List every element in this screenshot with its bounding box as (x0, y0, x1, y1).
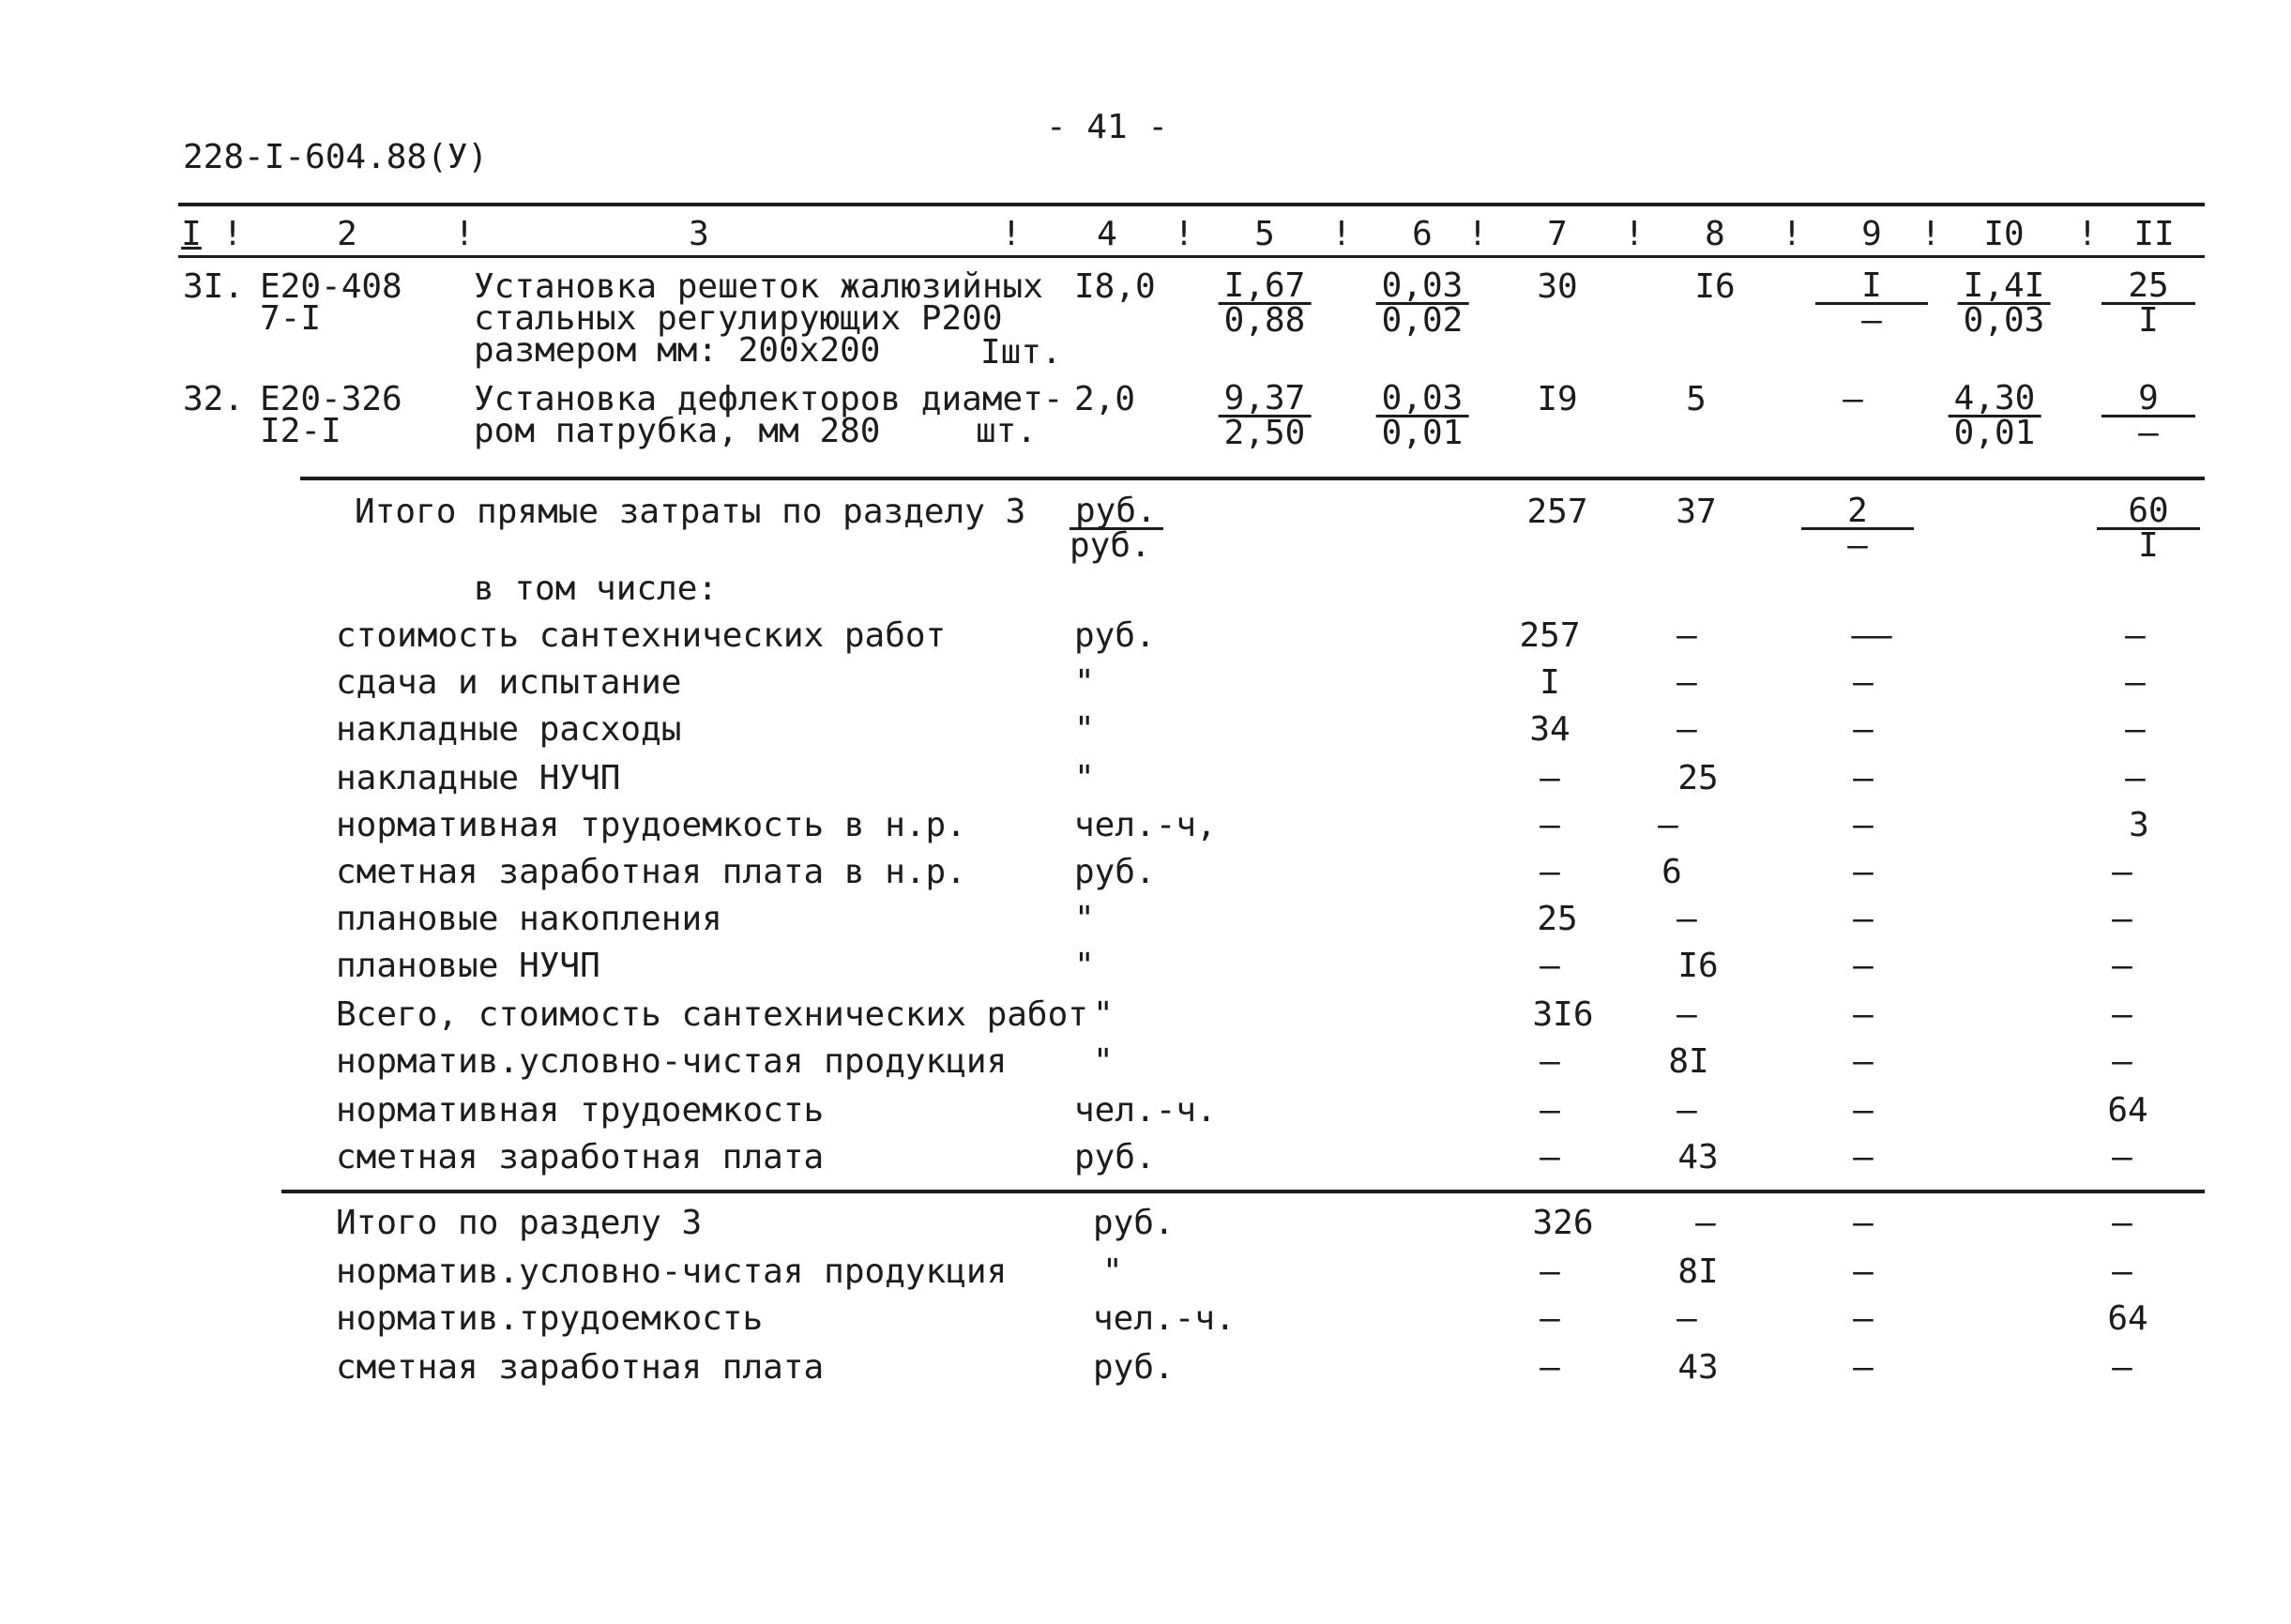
item-unit: " (1102, 1252, 1123, 1291)
page-number: - 41 - (1045, 108, 1169, 146)
col11-value: – (2125, 759, 2146, 797)
fraction-top: 2 (1801, 495, 1914, 530)
col-num-10: I0 (1983, 215, 2025, 253)
col-num-4: 4 (1097, 215, 1117, 253)
col8-value: 25 (1677, 759, 1719, 797)
col7-value: – (1540, 1299, 1560, 1338)
section-total-rule (281, 1190, 2205, 1193)
item-unit: " (1074, 759, 1095, 797)
col11-fraction (2097, 492, 2200, 565)
unit-of-measure: шт. (976, 412, 1038, 450)
fraction-bottom: – (2138, 414, 2159, 452)
fraction-top: 9,37 (1219, 383, 1312, 417)
col8-value: – (1658, 806, 1678, 844)
fraction-bottom: – (1847, 526, 1868, 565)
col9-value: – (1853, 1299, 1874, 1338)
col8-value: – (1677, 616, 1697, 655)
col7-value: – (1540, 853, 1560, 891)
col9-value: – (1853, 759, 1874, 797)
fraction-top: 25 (2101, 270, 2195, 305)
document-code: 228-I-604.88(У) (183, 138, 489, 176)
fraction-top: I,4I (1958, 270, 2051, 305)
item-unit: " (1093, 995, 1114, 1034)
col9-value: – (1853, 900, 1874, 938)
col7-value: I9 (1537, 380, 1578, 418)
col-sep: ! (222, 215, 243, 253)
item-label: сметная заработная плата (336, 1138, 825, 1176)
col8-value: 8I (1668, 1042, 1709, 1081)
header-bottom-rule (178, 255, 2205, 258)
col8-value: – (1677, 900, 1697, 938)
item-label: норматив.условно-чистая продукция (336, 1252, 1008, 1291)
col9-value: – (1853, 1348, 1874, 1387)
col-num-3: 3 (689, 215, 709, 253)
fraction-top: 60 (2097, 495, 2200, 530)
col-sep: ! (1624, 215, 1645, 253)
col7-value: 30 (1537, 267, 1578, 306)
work-description: Установка дефлекторов диамет- (474, 380, 1064, 418)
col8-value: 5 (1686, 380, 1707, 418)
quantity: I8,0 (1074, 267, 1156, 306)
col7-value: – (1540, 947, 1560, 985)
item-unit: " (1074, 900, 1095, 938)
item-label: сметная заработная плата в н.р. (336, 853, 966, 891)
col9-value: – (1853, 1042, 1874, 1081)
fraction-bottom: 0,01 (1381, 414, 1464, 452)
col9-value: –– (1851, 616, 1892, 655)
col7-value: 3I6 (1532, 995, 1594, 1034)
fraction-top: 0,03 (1376, 383, 1469, 417)
item-unit: руб. (1093, 1348, 1175, 1387)
col11-fraction (2101, 266, 2195, 340)
col8-value: – (1677, 1299, 1697, 1338)
item-unit: чел.-ч. (1093, 1299, 1236, 1338)
col9-value: – (1853, 806, 1874, 844)
rate-code: Е20-326 (260, 380, 402, 418)
including-label: в том числе: (474, 569, 719, 608)
item-label: накладные расходы (336, 710, 682, 749)
col-sep: ! (1467, 215, 1488, 253)
col6-fraction (1376, 266, 1469, 340)
col8-value: 6 (1661, 853, 1682, 891)
col11-value: 64 (2107, 1299, 2148, 1338)
col9-value: – (1853, 1252, 1874, 1291)
item-label: сметная заработная плата (336, 1348, 825, 1387)
col9-value: – (1843, 380, 1863, 418)
fraction-top: 9 (2101, 383, 2195, 417)
col5-fraction (1219, 379, 1312, 452)
col7-value: – (1540, 1042, 1560, 1081)
work-description: стальных регулирующих Р200 (474, 299, 1003, 338)
item-label: сдача и испытание (336, 663, 682, 702)
work-description: Установка решеток жалюзийных (474, 267, 1043, 306)
col11-value: – (2112, 1138, 2132, 1176)
item-unit: руб. (1074, 616, 1156, 655)
item-label: Всего, стоимость сантехнических работ (336, 995, 1088, 1034)
fraction-bottom: I (2138, 301, 2159, 340)
item-label: накладные НУЧП (336, 759, 621, 797)
col10-fraction (1949, 379, 2041, 452)
col-num-9: 9 (1861, 215, 1882, 253)
col9-value: – (1853, 1138, 1874, 1176)
col11-value: – (2125, 710, 2146, 749)
col9-fraction (1815, 266, 1928, 340)
col11-value: – (2112, 900, 2132, 938)
fraction-bottom: 0,01 (1953, 414, 2036, 452)
col11-value: – (2112, 995, 2132, 1034)
col8-value: 8I (1677, 1252, 1719, 1291)
col9-value: – (1853, 995, 1874, 1034)
item-unit: чел.-ч. (1074, 1091, 1217, 1130)
col11-value: – (2125, 663, 2146, 702)
row-number: 3I. (183, 267, 245, 306)
col8-value: – (1677, 1091, 1697, 1130)
col7-value: 326 (1532, 1204, 1594, 1242)
col8-value: 37 (1676, 493, 1717, 531)
col7-value: – (1540, 1138, 1560, 1176)
fraction-top: руб. (1070, 495, 1163, 530)
item-label: норматив.условно-чистая продукция (336, 1042, 1008, 1081)
item-unit: " (1074, 663, 1095, 702)
rate-code-sub: 7-I (260, 299, 322, 338)
col8-value: – (1677, 663, 1697, 702)
col9-fraction (1801, 492, 1914, 565)
col5-fraction (1219, 266, 1312, 340)
fraction-bottom: I (2138, 526, 2159, 565)
col-num-5: 5 (1254, 215, 1275, 253)
work-description: размером мм: 200х200 (474, 331, 881, 370)
col9-value: – (1853, 1204, 1874, 1242)
table-top-rule (178, 203, 2205, 206)
item-label: стоимость сантехнических работ (336, 616, 947, 655)
item-label: нормативная трудоемкость в н.р. (336, 806, 966, 844)
col9-value: – (1853, 853, 1874, 891)
col8-value: – (1677, 995, 1697, 1034)
item-label: нормативная трудоемкость (336, 1091, 825, 1130)
col-num-8: 8 (1705, 215, 1725, 253)
col7-value: 25 (1537, 900, 1578, 938)
col8-value: – (1677, 710, 1697, 749)
fraction-top: I,67 (1219, 270, 1312, 305)
col-sep: ! (2077, 215, 2098, 253)
fraction-bottom: 0,03 (1963, 301, 2045, 340)
item-label: Итого по разделу 3 (336, 1204, 703, 1242)
col11-value: – (2112, 947, 2132, 985)
col7-value: – (1540, 1252, 1560, 1291)
col-num-7: 7 (1547, 215, 1568, 253)
quantity: 2,0 (1074, 380, 1136, 418)
col9-value: – (1853, 947, 1874, 985)
fraction-top: I (1815, 270, 1928, 305)
col11-value: – (2125, 616, 2146, 655)
col-num-1: I (181, 215, 202, 253)
col-sep: ! (1782, 215, 1802, 253)
item-unit: " (1074, 947, 1095, 985)
fraction-top: 4,30 (1949, 383, 2041, 417)
col11-value: – (2112, 1348, 2132, 1387)
col-sep: ! (1920, 215, 1941, 253)
col-num-6: 6 (1412, 215, 1433, 253)
fraction-bottom: 0,02 (1381, 301, 1464, 340)
col7-value: – (1540, 1091, 1560, 1130)
col11-value: – (2112, 853, 2132, 891)
rate-code-sub: I2-I (260, 412, 341, 450)
col8-value: I6 (1677, 947, 1719, 985)
unit-of-measure: Iшт. (980, 333, 1062, 372)
row-number: 32. (183, 380, 245, 418)
item-unit: " (1074, 710, 1095, 749)
work-description: ром патрубка, мм 280 (474, 412, 881, 450)
direct-total-rule (300, 477, 2205, 480)
col-sep: ! (1174, 215, 1194, 253)
fraction-top: 0,03 (1376, 270, 1469, 305)
col11-value: – (2112, 1204, 2132, 1242)
item-unit: " (1093, 1042, 1114, 1081)
col7-value: – (1540, 759, 1560, 797)
col-num-2: 2 (337, 215, 357, 253)
col11-value: – (2112, 1042, 2132, 1081)
fraction-bottom: 0,88 (1223, 301, 1306, 340)
item-label: плановые накопления (336, 900, 722, 938)
col8-value: 43 (1677, 1348, 1719, 1387)
col9-value: – (1853, 663, 1874, 702)
col-sep: ! (1001, 215, 1022, 253)
fraction-bottom: – (1861, 301, 1882, 340)
rate-code: Е20-408 (260, 267, 402, 306)
fraction-bottom: руб. (1070, 526, 1151, 565)
col11-value: – (2112, 1252, 2132, 1291)
item-unit: руб. (1074, 1138, 1156, 1176)
col8-value: I6 (1694, 267, 1736, 306)
col7-value: 34 (1529, 710, 1570, 749)
col7-value: – (1540, 1348, 1560, 1387)
item-label: плановые НУЧП (336, 947, 600, 985)
col-sep: ! (1331, 215, 1352, 253)
col7-value: 257 (1519, 616, 1581, 655)
col11-value: 64 (2107, 1091, 2148, 1130)
fraction-bottom: 2,50 (1223, 414, 1306, 452)
direct-total-label: Итого прямые затраты по разделу 3 (355, 493, 1026, 531)
item-unit: руб. (1074, 853, 1156, 891)
item-unit: чел.-ч, (1074, 806, 1217, 844)
item-label: норматив.трудоемкость (336, 1299, 764, 1338)
col-num-11: II (2133, 215, 2175, 253)
col7-value: I (1540, 663, 1560, 702)
col9-value: – (1853, 710, 1874, 749)
col7-value: 257 (1526, 493, 1588, 531)
item-unit: руб. (1093, 1204, 1175, 1242)
col-sep: ! (454, 215, 475, 253)
col8-value: – (1695, 1204, 1716, 1242)
col7-value: – (1540, 806, 1560, 844)
col6-fraction (1376, 379, 1469, 452)
col9-value: – (1853, 1091, 1874, 1130)
col8-value: 43 (1677, 1138, 1719, 1176)
col11-fraction (2101, 379, 2195, 452)
col11-value: 3 (2129, 806, 2149, 844)
direct-total-unit (1070, 492, 1163, 565)
col10-fraction (1958, 266, 2051, 340)
